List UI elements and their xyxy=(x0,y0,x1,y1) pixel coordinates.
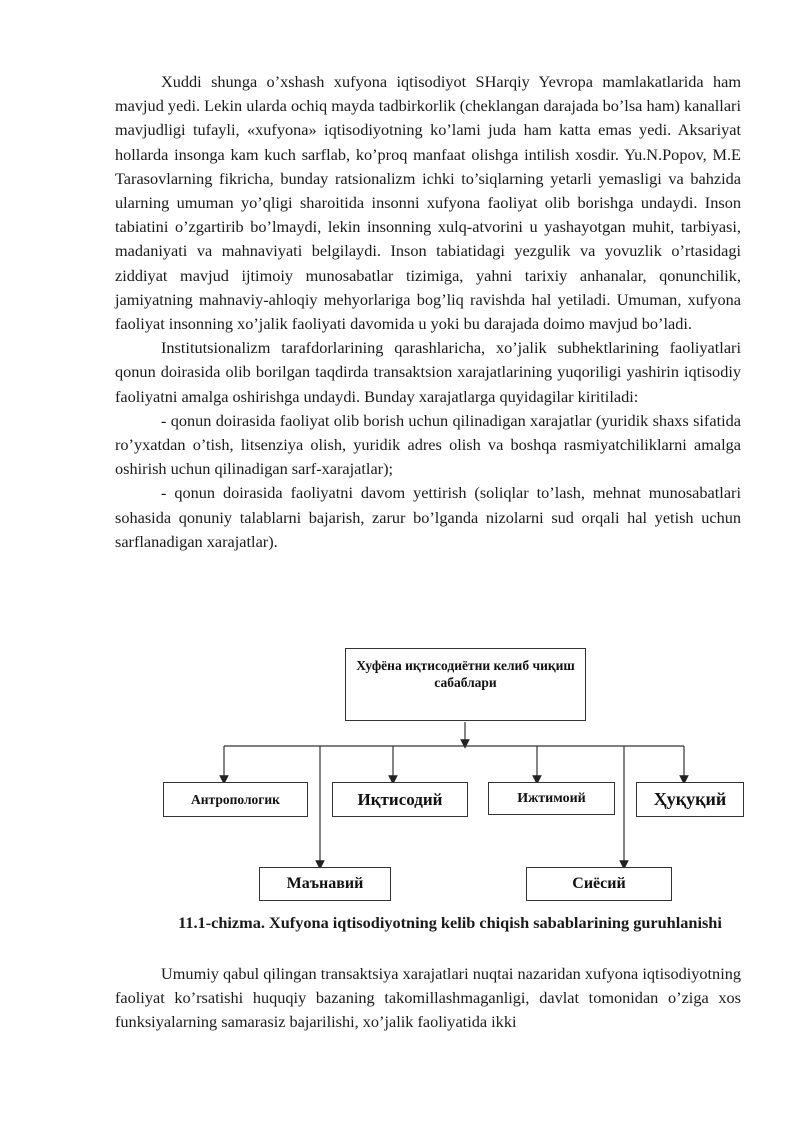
paragraph: - qonun doirasida faoliyatni davom yettirish (soliqlar to’lash, mehnat munosabatlari sohasida qonuniy talablarni bajarish, zarur bo’lganda nizolarni sud orqali hal yetish uchun sarflanadigan xarajatlar). xyxy=(115,483,741,551)
economic-label: Иқтисодий xyxy=(357,790,443,809)
legal-box xyxy=(636,782,744,817)
paragraph: Xuddi shunga o’xshash xufyona iqtisodiyot SHarqiy Yevropa mamlakatlarida ham mavjud yedi. Lekin ularda ochiq mayda tadbirkorlik (cheklangan darajada bo’lsa ham) kanallari mavjudligi tufayli, «xufyona» iqtisodiyotning ko’lami juda ham katta emas yedi. Aksariyat hollarda insonga kam kuch sarflab, ko’proq manfaat olishga intilish xosdir. Yu.N.Popov, M.E Tarasovlarning fikricha, bunday ratsionalizm ichki to’siqlarning yetarli yemasligi va bahzida ularning umuman yo’qligi sharoitida insonni xufyona faoliyat olib borishga undaydi. Inson tabiatini o’zgartirib bo’lmaydi, lekin insonning xulq-atvorini u yashayotgan muhit, tarbiyasi, madaniyati va mahnaviyati belgilaydi. Inson tabiatidagi yezgulik va yovuzlik o’rtasidagi ziddiyat mavjud ijtimoiy munosabatlar tizimiga, yahni tarixiy anhanalar, qonunchilik, jamiyatning mahnaviy-ahloqiy mehyorlariga bog’liq ravishda hal yetiladi. Umuman, xufyona faoliyat insonning xo’jalik faoliyati davomida u yoki bu darajada doimo mavjud bo’ladi. xyxy=(115,72,741,334)
paragraph: Institutsionalizm tarafdorlarining qarashlaricha, xo’jalik subhektlarining faoliyatlari qonun doirasida olib borilgan taqdirda transaktsion xarajatlarining yuqoriligi yashirin iqtisodiy faoliyatni amalga oshirishga undaydi. Bunday xarajatlarga quyidagilar kiritiladi: xyxy=(115,338,741,406)
bottom-text xyxy=(115,962,741,1035)
figure-caption: 11.1-chizma. Xufyona iqtisodiyotning kelib chiqish sabablarining guruhlanishi xyxy=(178,913,722,932)
economic-box xyxy=(332,782,468,817)
anthropological-label: Антропологик xyxy=(191,792,280,807)
causes-diagram xyxy=(0,640,800,910)
legal-label: Ҳуқуқий xyxy=(653,789,727,809)
paragraph: - qonun doirasida faoliyat olib borish uchun qilinadigan xarajatlar (yuridik shaxs sifatida ro’yxatdan o’tish, litsenziya olish, yuridik adres olish va boshqa rasmiyatchiliklarni amalga oshirish uchun qilinadigan sarf-xarajatlar); xyxy=(115,410,741,479)
spiritual-label: Маънавий xyxy=(286,875,364,892)
text-block xyxy=(115,70,741,554)
political-label: Сиёсий xyxy=(572,875,626,892)
social-box xyxy=(488,782,615,815)
spiritual-box xyxy=(259,867,391,901)
social-label: Ижтимоий xyxy=(517,791,586,806)
root-label: Хуфёна иқтисодиётни келиб чиқиш сабаблари xyxy=(356,658,575,690)
root-box xyxy=(345,648,586,721)
political-box xyxy=(526,867,672,901)
paragraph: Umumiy qabul qilingan transaktsiya xarajatlari nuqtai nazaridan xufyona iqtisodiyotning faoliyat ko’rsatishi huquqiy bazaning takomillashmaganligi, davlat tomonidan o’ziga xos funksiyalarning samarasiz bajarilishi, xo’jalik faoliyatida ikki xyxy=(115,964,741,1032)
anthropological-box xyxy=(163,782,308,817)
